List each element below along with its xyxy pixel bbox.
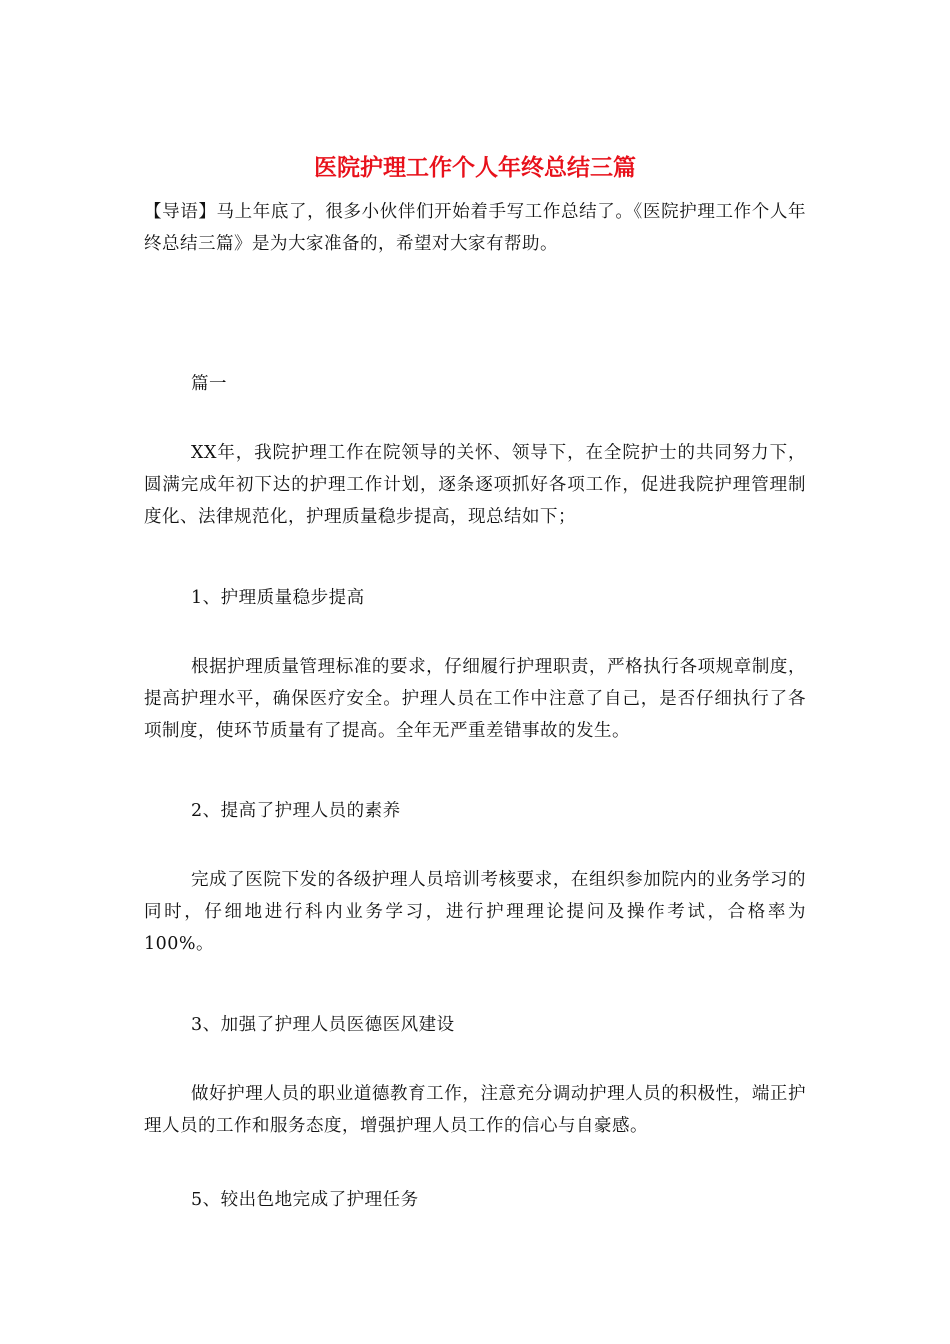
body-paragraph-quality: 根据护理质量管理标准的要求，仔细履行护理职责，严格执行各项规章制度，提高护理水平，确保医疗安全。护理人员在工作中注意了自己，是否仔细执行了各项制度，使环节质量有了提高。全年无严重差错事故的发生。 [144, 657, 806, 741]
subheading-ethics: 3、加强了护理人员医德医风建设 [191, 1015, 455, 1035]
document-title: 医院护理工作个人年终总结三篇 [314, 154, 636, 181]
section-heading-part-one: 篇一 [191, 374, 227, 394]
intro-paragraph: 【导语】马上年底了，很多小伙伴们开始着手写工作总结了。《医院护理工作个人年终总结三篇》是为大家准备的，希望对大家有帮助。 [144, 202, 806, 254]
subheading-quality: 1、护理质量稳步提高 [191, 588, 365, 608]
subheading-tasks: 5、较出色地完成了护理任务 [191, 1190, 419, 1210]
body-paragraph-training: 完成了医院下发的各级护理人员培训考核要求，在组织参加院内的业务学习的同时，仔细地进行科内业务学习，进行护理理论提问及操作考试，合格率为100%。 [144, 870, 806, 954]
body-paragraph-overview: XX年，我院护理工作在院领导的关怀、领导下，在全院护士的共同努力下，圆满完成年初下达的护理工作计划，逐条逐项抓好各项工作，促进我院护理管理制度化、法律规范化，护理质量稳步提高，现总结如下； [144, 443, 806, 527]
body-paragraph-ethics: 做好护理人员的职业道德教育工作，注意充分调动护理人员的积极性，端正护理人员的工作和服务态度，增强护理人员工作的信心与自豪感。 [144, 1084, 806, 1136]
subheading-staff-quality: 2、提高了护理人员的素养 [191, 801, 401, 821]
